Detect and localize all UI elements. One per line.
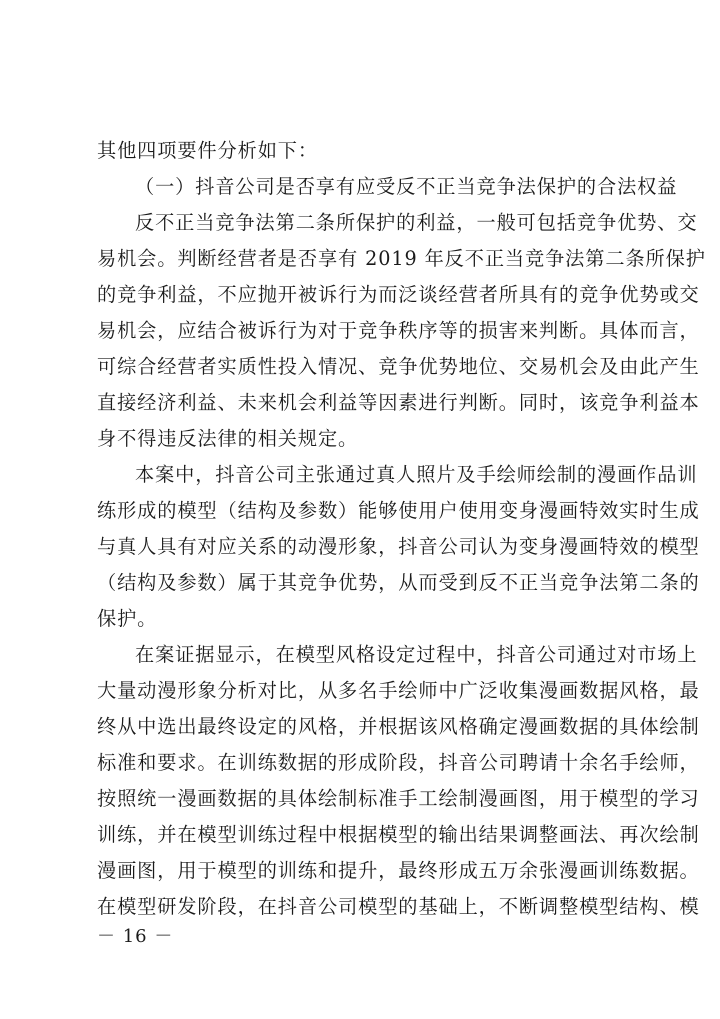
text-line: 大量动漫形象分析对比，从多名手绘师中广泛收集漫画数据风格，最	[97, 679, 700, 702]
text-line: 的竞争利益，不应抛开被诉行为而泛谈经营者所具有的竞争优势或交	[97, 283, 700, 306]
text-line: 终从中选出最终设定的风格，并根据该风格确定漫画数据的具体绘制	[97, 715, 700, 738]
text-line: 按照统一漫画数据的具体绘制标准手工绘制漫画图，用于模型的学习	[97, 787, 700, 810]
text-line: 本案中，抖音公司主张通过真人照片及手绘师绘制的漫画作品训	[135, 463, 698, 486]
text-line: 其他四项要件分析如下：	[97, 139, 318, 162]
text-line: 在模型研发阶段，在抖音公司模型的基础上，不断调整模型结构、模	[97, 895, 700, 918]
text-line: 训练，并在模型训练过程中根据模型的输出结果调整画法、再次绘制	[97, 823, 700, 846]
text-line: （结构及参数）属于其竞争优势，从而受到反不正当竞争法第二条的	[97, 571, 700, 594]
text-line: 标准和要求。在训练数据的形成阶段，抖音公司聘请十余名手绘师，	[97, 751, 700, 774]
text-line: 漫画图，用于模型的训练和提升，最终形成五万余张漫画训练数据。	[97, 859, 700, 882]
text-line: 直接经济利益、未来机会利益等因素进行判断。同时，该竞争利益本	[97, 391, 700, 414]
text-line: 在案证据显示，在模型风格设定过程中，抖音公司通过对市场上	[135, 643, 698, 666]
text-line: 与真人具有对应关系的动漫形象，抖音公司认为变身漫画特效的模型	[97, 535, 700, 558]
text-line: 易机会。判断经营者是否享有 2019 年反不正当竞争法第二条所保护	[97, 247, 706, 270]
text-line: 可综合经营者实质性投入情况、竞争优势地位、交易机会及由此产生	[97, 355, 700, 378]
page-number: － 16 －	[97, 926, 174, 947]
text-line: 身不得违反法律的相关规定。	[97, 427, 359, 450]
text-line: 易机会，应结合被诉行为对于竞争秩序等的损害来判断。具体而言，	[97, 319, 700, 342]
text-line: 保护。	[97, 607, 158, 630]
text-line: 练形成的模型（结构及参数）能够使用户使用变身漫画特效实时生成	[97, 499, 700, 522]
section-heading: （一）抖音公司是否享有应受反不正当竞争法保护的合法权益	[135, 175, 678, 198]
text-line: 反不正当竞争法第二条所保护的利益，一般可包括竞争优势、交	[135, 211, 698, 234]
